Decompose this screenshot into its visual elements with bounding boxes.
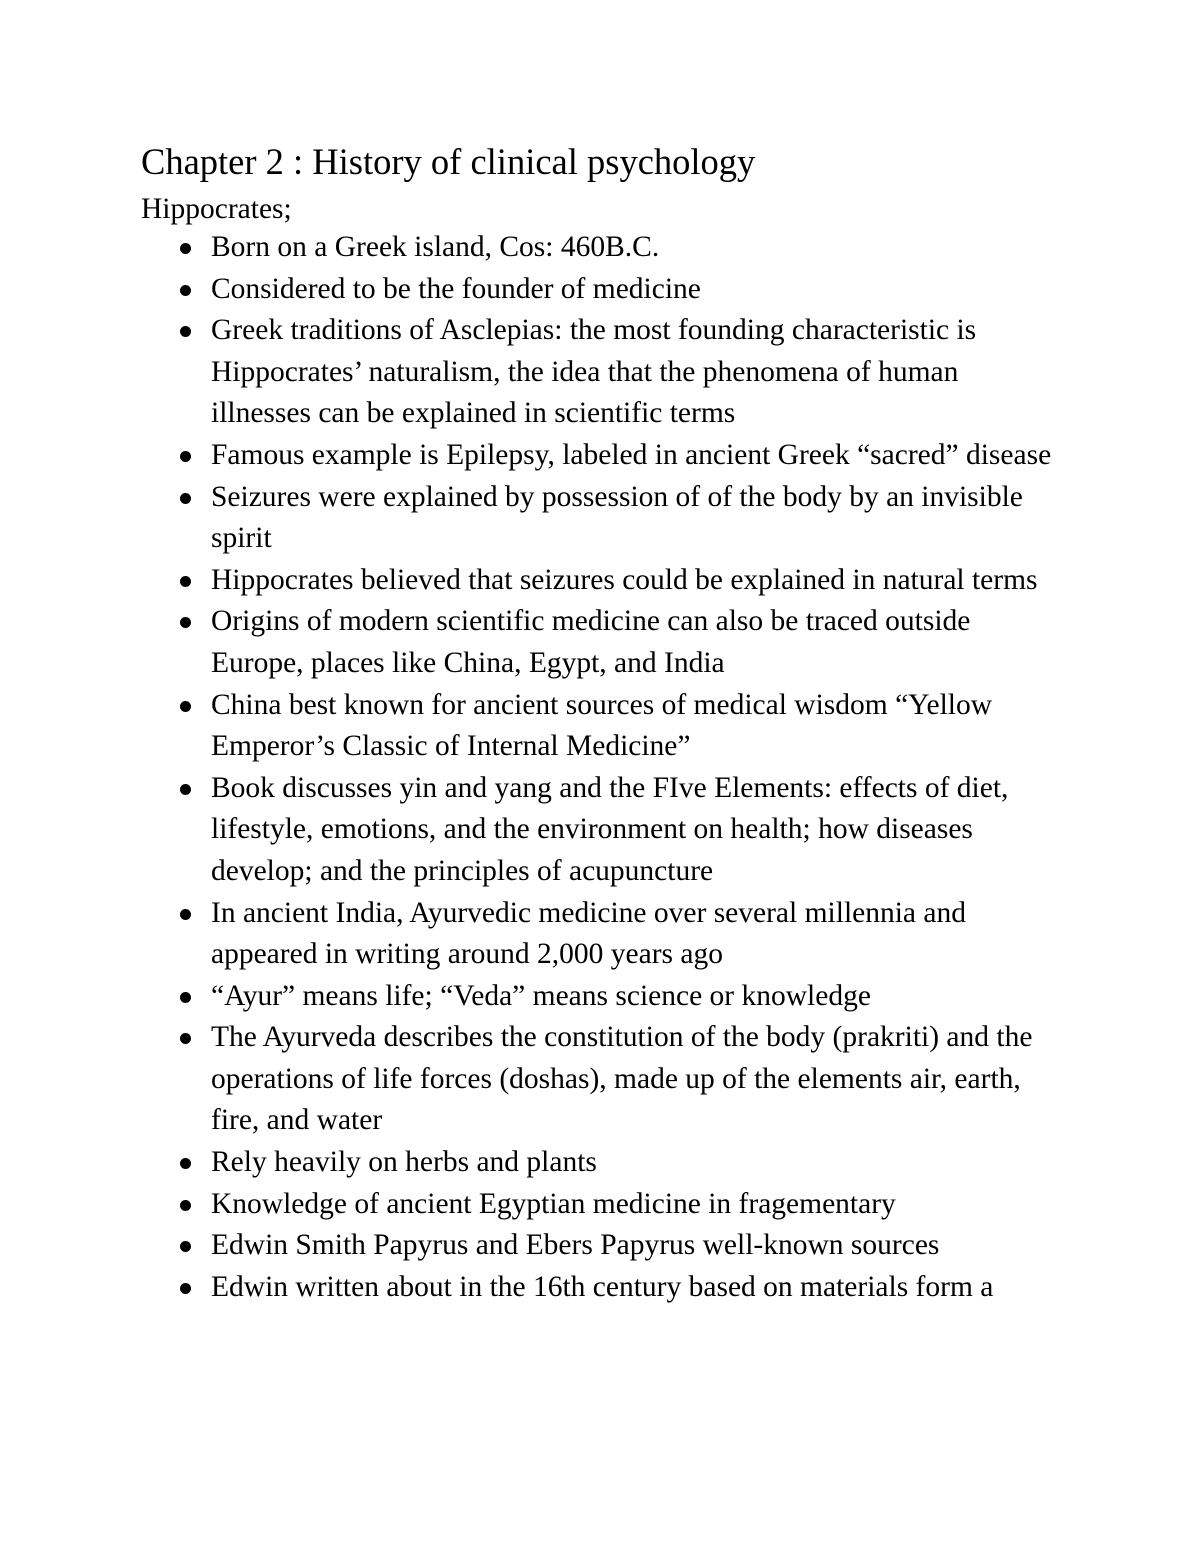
bullet-text: In ancient India, Ayurvedic medicine over several millennia and appeared in writing around 2,000 years ago <box>211 896 966 971</box>
bullet-list <box>211 227 1061 1308</box>
bullet-text: “Ayur” means life; “Veda” means science or knowledge <box>211 979 871 1012</box>
bullet-dot-icon <box>180 285 191 296</box>
bullet-dot-icon <box>180 992 191 1003</box>
list-item <box>211 1142 1061 1184</box>
bullet-text: China best known for ancient sources of medical wisdom “Yellow Emperor’s Classic of Internal Medicine” <box>211 688 993 763</box>
bullet-dot-icon <box>180 1158 191 1169</box>
bullet-dot-icon <box>180 1200 191 1211</box>
list-item <box>211 310 1061 435</box>
bullet-text: Knowledge of ancient Egyptian medicine in fragementary <box>211 1187 896 1220</box>
bullet-dot-icon <box>180 243 191 254</box>
bullet-dot-icon <box>180 784 191 795</box>
bullet-text: Considered to be the founder of medicine <box>211 272 701 305</box>
bullet-text: Famous example is Epilepsy, labeled in ancient Greek “sacred” disease <box>211 438 1052 471</box>
bullet-text: Edwin written about in the 16th century based on materials form a <box>211 1270 994 1303</box>
list-item <box>211 435 1061 477</box>
bullet-dot-icon <box>180 1033 191 1044</box>
section-heading: Hippocrates; <box>141 193 292 225</box>
list-item <box>211 893 1061 976</box>
list-item <box>211 1267 1061 1309</box>
bullet-text: Rely heavily on herbs and plants <box>211 1146 597 1179</box>
bullet-dot-icon <box>180 576 191 587</box>
list-item <box>211 560 1061 602</box>
bullet-dot-icon <box>180 701 191 712</box>
bullet-dot-icon <box>180 493 191 504</box>
list-item <box>211 685 1061 768</box>
list-item <box>211 976 1061 1018</box>
bullet-text: Greek traditions of Asclepias: the most founding characteristic is Hippocrates’ naturalism, the idea that the phenomena of human illnesses can be explained in scientific terms <box>211 314 977 430</box>
list-item <box>211 227 1061 269</box>
list-item <box>211 768 1061 893</box>
bullet-text: Origins of modern scientific medicine can also be traced outside Europe, places like China, Egypt, and India <box>211 605 971 679</box>
bullet-text: Born on a Greek island, Cos: 460B.C. <box>211 231 660 263</box>
bullet-text: Book discusses yin and yang and the FIve Elements: effects of diet, lifestyle, emotions, and the environment on health; how diseases develop; and the principles of acupuncture <box>211 771 1009 887</box>
bullet-text: Hippocrates believed that seizures could be explained in natural terms <box>211 563 1038 596</box>
bullet-text: Seizures were explained by possession of of the body by an invisible spirit <box>211 480 1023 555</box>
bullet-dot-icon <box>180 1283 191 1294</box>
bullet-dot-icon <box>180 326 191 337</box>
bullet-dot-icon <box>180 617 191 628</box>
list-item <box>211 1184 1061 1226</box>
bullet-text: Edwin Smith Papyrus and Ebers Papyrus well-known sources <box>211 1229 940 1262</box>
bullet-text: The Ayurveda describes the constitution of the body (prakriti) and the operations of life forces (doshas), made up of the elements air, earth, fire, and water <box>211 1021 1033 1137</box>
list-item <box>211 1017 1061 1142</box>
bullet-dot-icon <box>180 451 191 462</box>
list-item <box>211 269 1061 311</box>
bullet-dot-icon <box>180 1241 191 1252</box>
list-item <box>211 477 1061 560</box>
list-item <box>211 601 1061 684</box>
list-item <box>211 1225 1061 1267</box>
page-title: Chapter 2 : History of clinical psychology <box>141 141 756 182</box>
bullet-dot-icon <box>180 909 191 920</box>
